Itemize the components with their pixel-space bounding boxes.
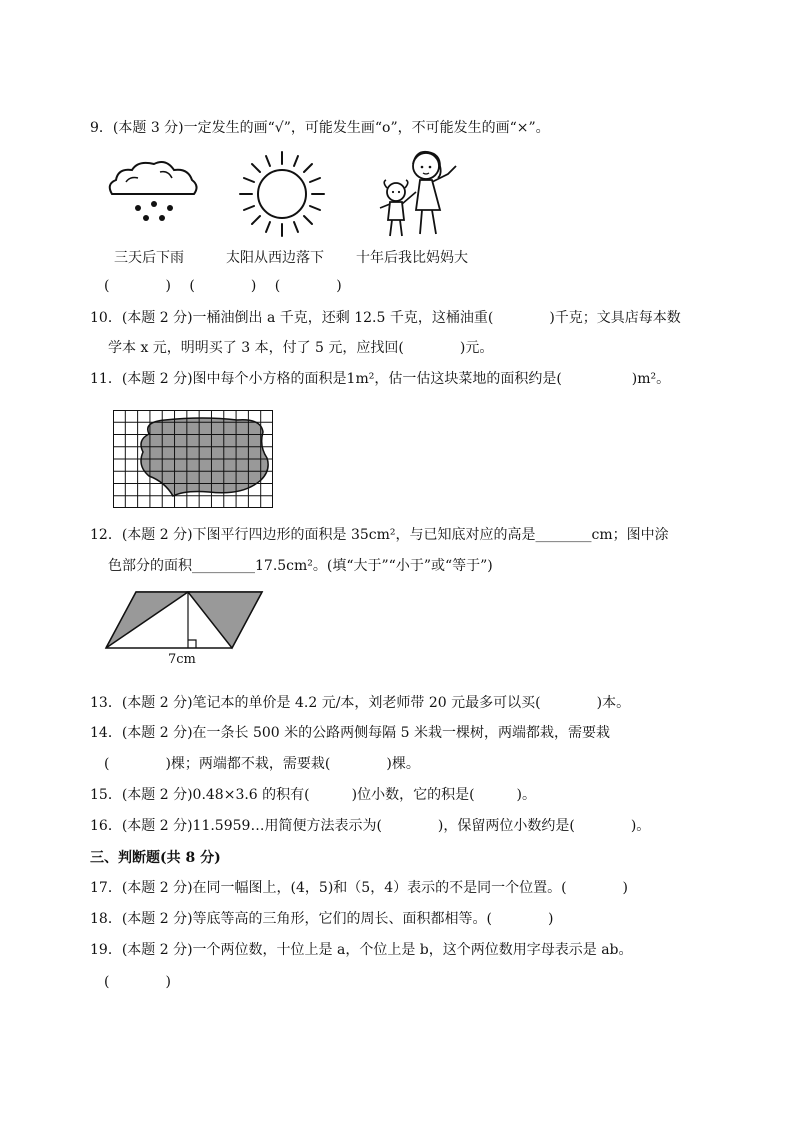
caption-sun: 太阳从西边落下 <box>226 250 324 266</box>
grid-plot-figure <box>113 410 273 508</box>
q12-line2: 色部分的面积_________17.5cm²。(填“大于”“小于”或“等于”) <box>108 558 493 574</box>
q12-line1: 12．(本题 2 分)下图平行四边形的面积是 35cm²，与已知底对应的高是________cm；图中涂 <box>90 527 669 543</box>
mother-child-icon <box>376 148 468 244</box>
q17-text: 17．(本题 2 分)在同一幅图上，(4，5)和（5，4）表示的不是同一个位置。( ) <box>90 880 629 896</box>
q19-answer-blank[interactable]: ( ) <box>104 974 171 990</box>
sun-icon <box>236 148 328 240</box>
q16-text: 16．(本题 2 分)11.5959…用简便方法表示为( )，保留两位小数约是( )。 <box>90 818 651 834</box>
q19-line1: 19．(本题 2 分)一个两位数，十位上是 a，个位上是 b，这个两位数用字母表示是 ab。 <box>90 942 633 958</box>
q9-text: 9．(本题 3 分)一定发生的画“√”，可能发生画“o”，不可能发生的画“×”。 <box>90 120 550 136</box>
q10-line1: 10．(本题 2 分)一桶油倒出 a 千克，还剩 12.5 千克，这桶油重( )千克；文具店每本数 <box>90 310 681 326</box>
section-title: 三、判断题(共 8 分) <box>90 850 221 866</box>
q11-text: 11．(本题 2 分)图中每个小方格的面积是1m²，估一估这块菜地的面积约是( )m²。 <box>90 371 671 387</box>
q14-line2: ( )棵；两端都不栽，需要栽( )棵。 <box>104 756 420 772</box>
q14-line1: 14．(本题 2 分)在一条长 500 米的公路两侧每隔 5 米栽一棵树，两端都栽，需要栽 <box>90 725 610 741</box>
base-length-label: 7cm <box>168 652 196 667</box>
caption-mother: 十年后我比妈妈大 <box>356 250 468 266</box>
parallelogram-figure <box>104 588 264 652</box>
caption-rain: 三天后下雨 <box>114 250 184 266</box>
q9-answer-blanks[interactable]: ( ) ( ) ( ) <box>104 278 342 294</box>
q15-text: 15．(本题 2 分)0.48×3.6 的积有( )位小数，它的积是( )。 <box>90 787 537 803</box>
q18-text: 18．(本题 2 分)等底等高的三角形，它们的周长、面积都相等。( ) <box>90 911 554 927</box>
rain-cloud-icon <box>104 158 200 224</box>
q13-text: 13．(本题 2 分)笔记本的单价是 4.2 元/本，刘老师带 20 元最多可以买( )本。 <box>90 695 631 711</box>
q10-line2: 学本 x 元，明明买了 3 本，付了 5 元，应找回( )元。 <box>108 340 494 356</box>
